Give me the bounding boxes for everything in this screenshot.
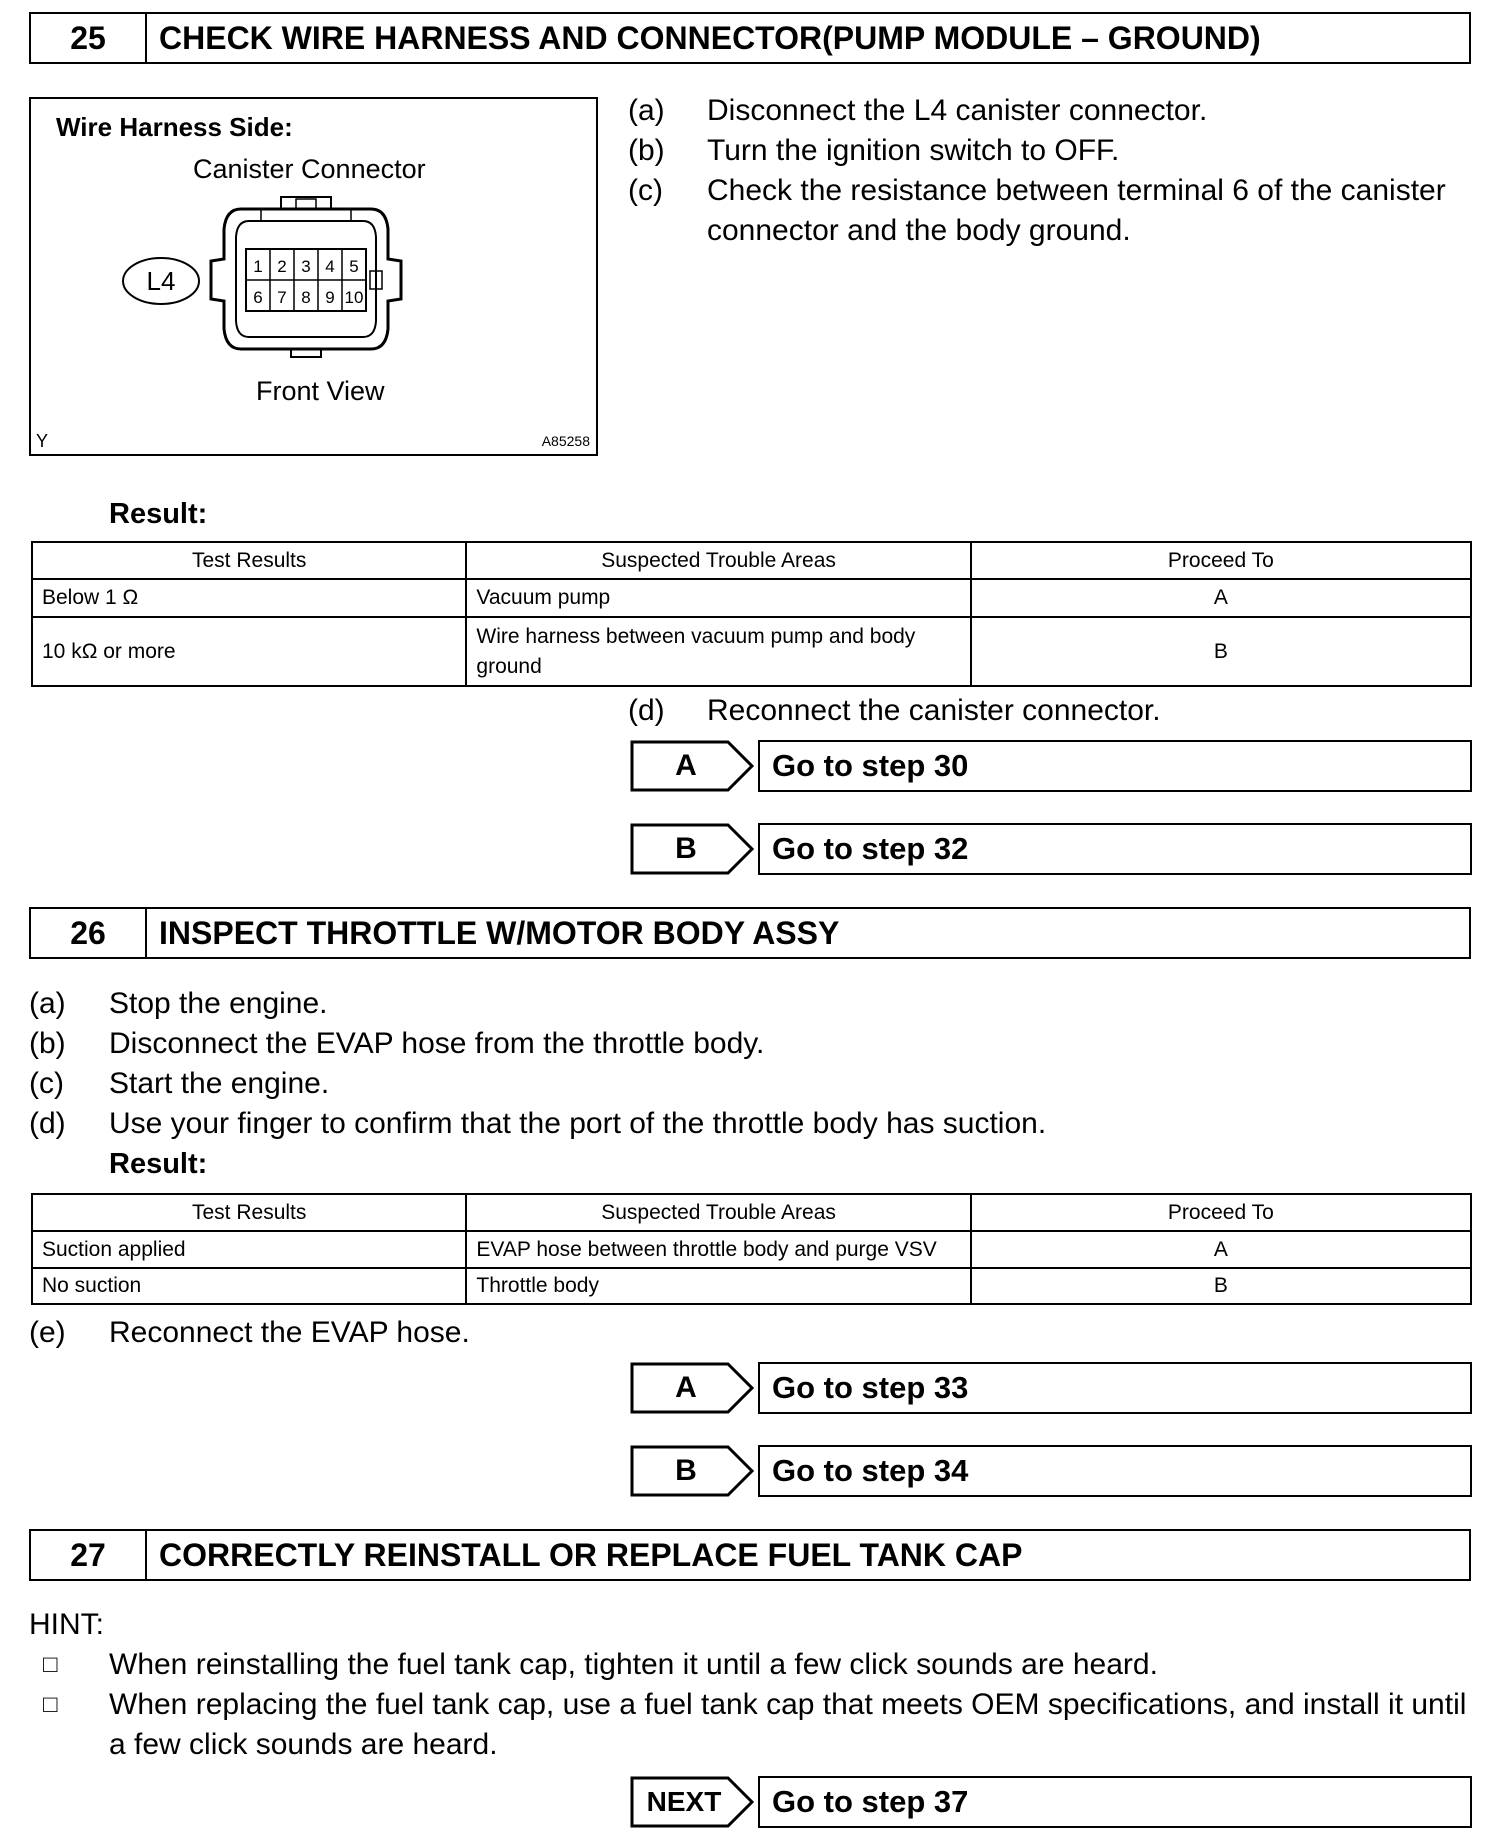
nav-go-step-37[interactable]: [630, 1776, 1472, 1828]
connector-id: L4: [146, 266, 176, 296]
instruction-text: Reconnect the canister connector.: [707, 694, 1161, 727]
table-cell: A: [971, 579, 1471, 617]
table-header: Test Results: [32, 1194, 466, 1231]
terminal-5: 5: [349, 257, 359, 276]
table-row: [32, 1231, 1471, 1268]
terminal-7: 7: [277, 288, 287, 307]
step-number: 27: [31, 1531, 147, 1579]
result-label: Result:: [109, 498, 208, 530]
nav-target-text[interactable]: Go to step 32: [772, 831, 969, 866]
instruction-text: Use your finger to confirm that the port of the throttle body has suction.: [109, 1107, 1047, 1140]
table-cell: Suction applied: [32, 1231, 466, 1268]
table-header: Proceed To: [971, 1194, 1471, 1231]
nav-target-text[interactable]: Go to step 33: [772, 1370, 969, 1405]
figure-connector-label: Canister Connector: [193, 154, 426, 184]
checkbox-bullet-icon: □: [43, 1691, 58, 1718]
instruction-label: (a): [628, 94, 665, 127]
hint-text-continued: a few click sounds are heard.: [109, 1728, 498, 1761]
nav-target-box[interactable]: [758, 1445, 1472, 1497]
result-label: Result:: [109, 1148, 208, 1180]
nav-target-box[interactable]: [758, 1362, 1472, 1414]
table-cell: B: [971, 1268, 1471, 1304]
table-row: [32, 1268, 1471, 1304]
terminal-3: 3: [301, 257, 311, 276]
nav-letter: A: [675, 749, 697, 782]
nav-letter: A: [675, 1371, 697, 1404]
terminal-9: 9: [325, 288, 335, 307]
step-26-header: [29, 907, 1471, 959]
nav-target-text[interactable]: Go to step 34: [772, 1453, 969, 1488]
table-cell: No suction: [32, 1268, 466, 1304]
terminal-6: 6: [253, 288, 263, 307]
instruction-label: (d): [628, 694, 665, 727]
instruction-text: Reconnect the EVAP hose.: [109, 1316, 470, 1349]
step-title: CHECK WIRE HARNESS AND CONNECTOR(PUMP MODULE – GROUND): [159, 20, 1261, 56]
instruction-label: (b): [29, 1027, 66, 1060]
table-cell: EVAP hose between throttle body and purge VSV: [466, 1231, 970, 1268]
nav-letter: NEXT: [646, 1786, 722, 1817]
connector-figure: [29, 97, 598, 456]
nav-go-step-32[interactable]: [630, 823, 1472, 875]
terminal-4: 4: [325, 257, 335, 276]
table-header: Proceed To: [971, 542, 1471, 579]
nav-target-box[interactable]: [758, 740, 1472, 792]
instruction-label: (a): [29, 987, 66, 1020]
nav-target-box[interactable]: [758, 1776, 1472, 1828]
instruction-text: Disconnect the L4 canister connector.: [707, 94, 1208, 127]
instruction-label: (e): [29, 1316, 66, 1349]
figure-code: A85258: [541, 433, 590, 449]
instruction-label: (c): [628, 174, 663, 207]
nav-target-text[interactable]: Go to step 37: [772, 1784, 969, 1819]
step-title: INSPECT THROTTLE W/MOTOR BODY ASSY: [159, 915, 840, 951]
figure-side-label: Wire Harness Side:: [56, 112, 293, 142]
nav-letter: B: [675, 832, 697, 865]
instruction-label: (d): [29, 1107, 66, 1140]
table-row: [32, 579, 1471, 617]
nav-letter: B: [675, 1454, 697, 1487]
result-table-26: [31, 1193, 1472, 1305]
table-cell: Below 1 Ω: [32, 579, 466, 617]
table-cell: B: [971, 617, 1471, 686]
hint-text: When reinstalling the fuel tank cap, tighten it until a few click sounds are heard.: [109, 1648, 1158, 1681]
table-header-row: [32, 1194, 1471, 1231]
table-header: Test Results: [32, 542, 466, 579]
step-number: 26: [31, 909, 147, 957]
table-cell: Wire harness between vacuum pump and body ground: [466, 617, 970, 686]
nav-target-text[interactable]: Go to step 30: [772, 748, 969, 783]
table-header: Suspected Trouble Areas: [466, 542, 970, 579]
table-cell: 10 kΩ or more: [32, 617, 466, 686]
table-row: [32, 617, 1471, 686]
terminal-1: 1: [253, 257, 263, 276]
nav-go-step-34[interactable]: [630, 1445, 1472, 1497]
result-table-25: [31, 541, 1472, 687]
step-number: 25: [31, 14, 147, 62]
hint-label: HINT:: [29, 1608, 104, 1641]
instruction-text: Stop the engine.: [109, 987, 328, 1020]
instruction-text-continued: connector and the body ground.: [707, 214, 1131, 247]
terminal-8: 8: [301, 288, 311, 307]
table-cell: Throttle body: [466, 1268, 970, 1304]
nav-go-step-30[interactable]: [630, 740, 1472, 792]
nav-go-step-33[interactable]: [630, 1362, 1472, 1414]
step-25-header: [29, 12, 1471, 64]
step-title: CORRECTLY REINSTALL OR REPLACE FUEL TANK CAP: [159, 1537, 1023, 1573]
table-cell: Vacuum pump: [466, 579, 970, 617]
figure-corner-left: Y: [36, 431, 49, 451]
nav-target-box[interactable]: [758, 823, 1472, 875]
terminal-10: 10: [344, 288, 364, 307]
hint-text: When replacing the fuel tank cap, use a fuel tank cap that meets OEM specifications, and install it until: [109, 1688, 1467, 1721]
instruction-text: Turn the ignition switch to OFF.: [707, 134, 1120, 167]
checkbox-bullet-icon: □: [43, 1651, 58, 1678]
instruction-label: (b): [628, 134, 665, 167]
terminal-2: 2: [277, 257, 287, 276]
instruction-text: Start the engine.: [109, 1067, 330, 1100]
connector-diagram: [91, 189, 421, 369]
figure-view-label: Front View: [256, 376, 385, 406]
instruction-label: (c): [29, 1067, 64, 1100]
table-cell: A: [971, 1231, 1471, 1268]
instruction-text: Disconnect the EVAP hose from the throttle body.: [109, 1027, 765, 1060]
step-27-header: [29, 1529, 1471, 1581]
instruction-text: Check the resistance between terminal 6 of the canister: [707, 174, 1446, 207]
table-header-row: [32, 542, 1471, 579]
table-header: Suspected Trouble Areas: [466, 1194, 970, 1231]
